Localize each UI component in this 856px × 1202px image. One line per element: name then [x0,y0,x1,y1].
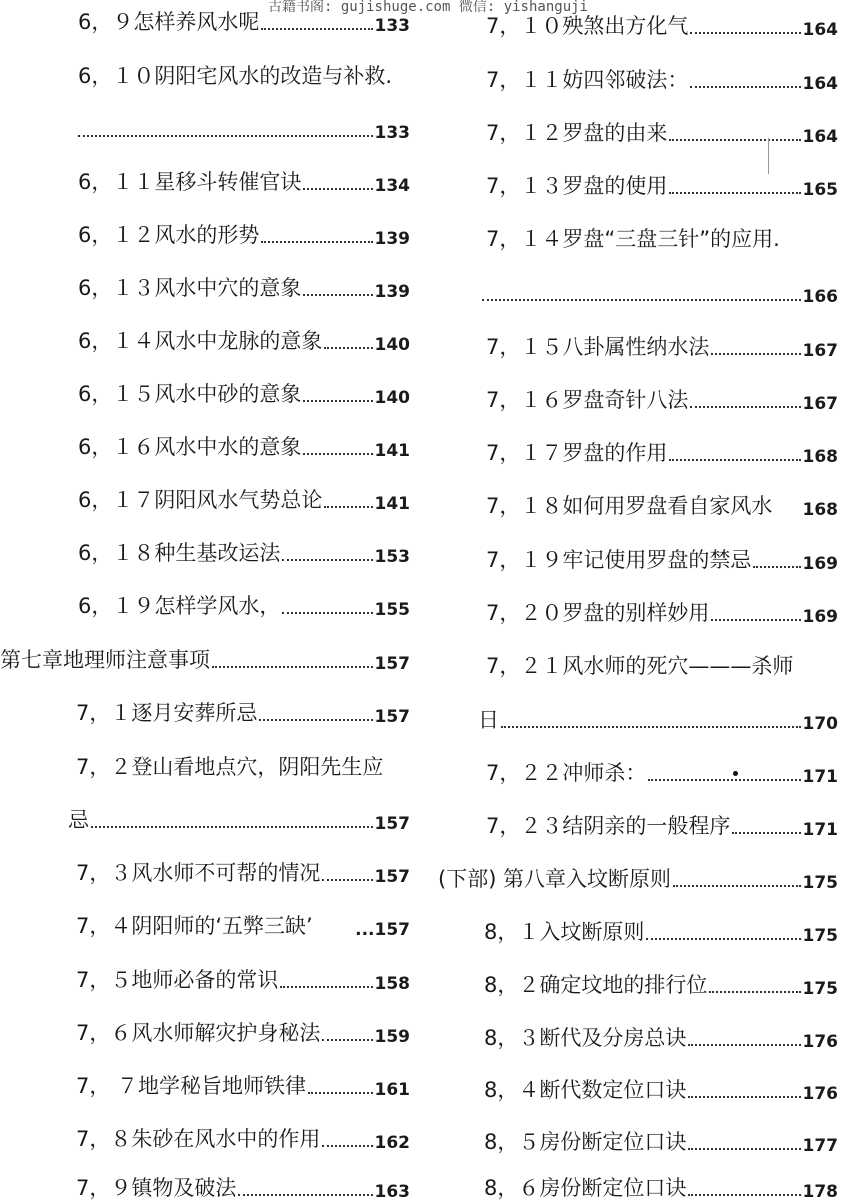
leader-dots [690,86,800,88]
toc-entry-page: 155 [374,600,410,620]
leader-dots [282,559,372,561]
leader-dots [303,400,372,402]
toc-entry-page: 169 [802,607,838,627]
leader-dots [673,885,800,887]
toc-entry [486,437,838,467]
toc-entry-page: 171 [802,820,838,840]
toc-entry-title: 8，６房份断定位口诀 [484,1176,687,1200]
toc-entry [486,544,838,574]
leader-dots [238,1194,372,1196]
leader-dots [324,506,372,508]
toc-entry-title: 7，２１风水师的死穴———杀师 [486,654,794,678]
toc-entry-page: 162 [374,1133,410,1153]
toc-entry-page: 165 [802,180,838,200]
leader-dots [280,986,372,988]
toc-entry-page: 164 [802,74,838,94]
leader-dots [669,139,800,141]
leader-dots [482,299,801,301]
leader-dots [690,32,800,34]
toc-entry [486,490,838,520]
leader-dots [688,1148,800,1150]
toc-entry-page: 175 [802,979,838,999]
watermark: 古籍书阁: gujishuge.com 微信: yishanguji [267,0,588,15]
toc-entry [78,60,410,90]
toc-entry-title: 7，１５八卦属性纳水法 [486,335,710,359]
toc-entry-page: 133 [374,123,410,143]
toc-entry-title: 6，１５风水中砂的意象 [78,382,302,406]
toc-entry [76,857,410,887]
leader-dots [303,453,372,455]
toc-entry [484,1074,838,1104]
leader-dots [282,612,372,614]
toc-entry [76,751,410,781]
toc-entry-page: 159 [374,1027,410,1047]
leader-dots [709,991,800,993]
toc-entry-title: 7，１７罗盘的作用 [486,441,668,465]
leader-dots [303,294,372,296]
toc-entry [484,916,838,946]
toc-entry-page: 157 [374,814,410,834]
toc-entry-title: 7， ７地学秘旨地师铁律 [76,1074,307,1098]
toc-entry-title: 8，５房份断定位口诀 [484,1130,687,1154]
toc-entry-page: 175 [802,926,838,946]
toc-entry-title: 7，１８如何用罗盘看自家风水 [486,494,773,518]
toc-entry-page: 168 [802,500,838,520]
toc-entry-title: 7，８朱砂在风水中的作用 [76,1127,321,1151]
toc-entry [486,384,838,414]
toc-entry-page: 140 [374,335,410,355]
toc-entry-continuation [478,704,838,734]
toc-entry-title: 6，１４风水中龙脉的意象 [78,329,323,353]
toc-entry-title: 6，１８种生基改运法 [78,541,281,565]
toc-entry-title: 6，１１星移斗转催官诀 [78,170,302,194]
toc-entry [78,166,410,196]
toc-entry-title: 7，５地师必备的常识 [76,968,279,992]
toc-entry-title: 8，２确定坟地的排行位 [484,973,708,997]
ink-dot [733,771,738,776]
toc-entry-title: 7，２０罗盘的别样妙用 [486,601,710,625]
leader-dots [78,135,373,137]
toc-entry-continuation [482,277,838,307]
toc-entry-page: 176 [802,1032,838,1052]
toc-entry-title: 第七章地理师注意事项 [0,648,210,672]
toc-entry-page: 139 [374,282,410,302]
toc-entry [76,1017,410,1047]
leader-dots [212,666,373,668]
toc-entry-title: (下部) 第八章入坟断原则 [438,867,672,891]
toc-entry-title: 6，９怎样养风水呢 [78,10,260,34]
toc-entry-title: 日 [478,708,499,732]
leader-dots [261,28,372,30]
toc-entry-title: 6，１６风水中水的意象 [78,435,302,459]
leader-dots [303,188,372,190]
toc-entry-page: 177 [802,1136,838,1156]
leader-dots [648,779,800,781]
toc-entry-title: 7，１逐月安葬所忌 [76,701,258,725]
leader-dots [501,726,801,728]
toc-entry [76,697,410,727]
toc-entry-page: 134 [374,176,410,196]
toc-entry-title: 8，３断代及分房总诀 [484,1026,687,1050]
toc-entry-title: 7，６风水师解灾护身秘法 [76,1021,321,1045]
toc-entry [78,484,410,514]
toc-entry-page: 164 [802,20,838,40]
toc-entry-title: 7，１１妨四邻破法： [486,68,689,92]
toc-entry-continuation [68,804,410,834]
toc-entry [486,64,838,94]
toc-entry-page: 139 [374,229,410,249]
toc-entry [76,1070,410,1100]
toc-entry [484,1126,838,1156]
leader-dots [322,1039,372,1041]
toc-entry-title: 7，３风水师不可帮的情况 [76,861,321,885]
toc-entry [486,810,838,840]
toc-entry-page: 157 [374,654,410,674]
toc-entry [486,10,838,40]
toc-entry-page: 176 [802,1084,838,1104]
toc-entry [78,378,410,408]
toc-entry [78,6,410,36]
toc-entry-title: 7，１０殃煞出方化气 [486,14,689,38]
toc-entry [76,964,410,994]
toc-entry-page: 169 [802,554,838,574]
toc-entry-title: 7，１９牢记使用罗盘的禁忌 [486,548,752,572]
leader-dots [261,241,372,243]
toc-entry-page: 141 [374,494,410,514]
toc-entry-title: 6，１９怎样学风水， [78,594,281,618]
toc-entry-title: 7，２３结阴亲的一般程序 [486,814,731,838]
toc-entry-page: 167 [802,394,838,414]
toc-entry [484,1022,838,1052]
toc-entry-title: 7，２２冲师杀： [486,761,647,785]
toc-entry [486,170,838,200]
toc-entry [78,272,410,302]
leader-dots [711,619,800,621]
toc-entry-title: 7，１３罗盘的使用 [486,174,668,198]
toc-entry [484,969,838,999]
toc-entry [486,650,838,680]
toc-entry [76,1172,410,1202]
toc-entry-title: 7，１４罗盘“三盘三针”的应用. [486,227,780,251]
toc-entry-page: 164 [802,127,838,147]
toc-entry [78,219,410,249]
toc-entry-title: 7，１６罗盘奇针八法 [486,388,689,412]
leader-dots [322,879,372,881]
leader-dots [688,1194,800,1196]
toc-entry-title: 6，１７阴阳风水气势总论 [78,488,323,512]
toc-entry-page: 158 [374,974,410,994]
leader-dots [259,719,372,721]
toc-entry-title: 7，９镇物及破法 [76,1176,237,1200]
toc-chapter-heading [0,644,410,674]
leader-dots [688,1044,800,1046]
toc-entry-title: 7，１２罗盘的由来 [486,121,668,145]
toc-entry-page: 170 [802,714,838,734]
pencil-mark [768,138,769,174]
toc-entry [76,910,410,940]
toc-entry-page: 168 [802,447,838,467]
toc-entry-title: 7，４阴阳师的‘五弊三缺’ [76,914,313,938]
toc-entry-title: 忌 [68,808,89,832]
leader-dots [308,1092,372,1094]
toc-entry-page: 175 [802,873,838,893]
toc-entry-title: 6，１０阴阳宅风水的改造与补救. [78,64,393,88]
toc-entry-page: 157 [374,707,410,727]
toc-entry-title: 6，１３风水中穴的意象 [78,276,302,300]
toc-entry-title: 7，２登山看地点穴，阴阳先生应 [76,755,384,779]
leader-dots [91,826,373,828]
toc-entry-title: 6，１２风水的形势 [78,223,260,247]
leader-dots [324,347,372,349]
toc-entry-continuation [78,113,410,143]
toc-entry-page: 163 [374,1182,410,1202]
toc-entry [486,597,838,627]
toc-entry [78,537,410,567]
toc-entry-page: 140 [374,388,410,408]
leader-dots [711,353,800,355]
toc-entry [486,117,838,147]
toc-entry-page: 153 [374,547,410,567]
leader-dots [690,406,800,408]
toc-entry-page: 178 [802,1182,838,1202]
leader-dots [732,832,800,834]
toc-entry-page: 133 [374,16,410,36]
toc-entry-title: 8，１入坟断原则 [484,920,645,944]
leader-dots [322,1145,372,1147]
leader-dots [753,566,800,568]
toc-chapter-heading [438,863,838,893]
toc-entry [486,757,838,787]
leader-dots [646,938,800,940]
toc-entry-page: 141 [374,441,410,461]
toc-entry-page: ...157 [355,920,410,940]
leader-dots [669,192,800,194]
toc-entry-page: 166 [802,287,838,307]
toc-entry [76,1123,410,1153]
toc-entry [78,431,410,461]
toc-entry [484,1172,838,1202]
toc-entry-page: 161 [374,1080,410,1100]
leader-dots [688,1096,800,1098]
toc-entry-page: 171 [802,767,838,787]
toc-entry-page: 157 [374,867,410,887]
toc-entry [78,325,410,355]
toc-entry [486,223,838,253]
leader-dots [669,459,800,461]
toc-entry-title: 8，４断代数定位口诀 [484,1078,687,1102]
toc-entry [486,331,838,361]
toc-entry [78,590,410,620]
toc-entry-page: 167 [802,341,838,361]
